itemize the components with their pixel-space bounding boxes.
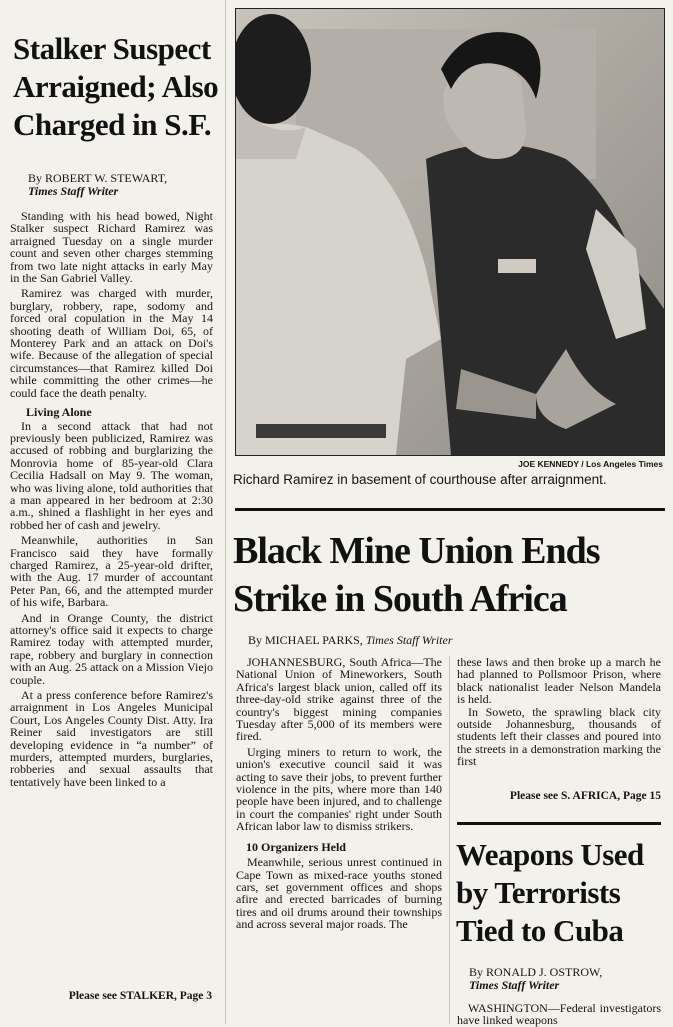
weapons-body [457, 1002, 661, 1027]
photo-credit: JOE KENNEDY / Los Angeles Times [518, 459, 663, 469]
mine-jump-line: Please see S. AFRICA, Page 15 [509, 790, 661, 802]
mine-body-col2 [457, 656, 661, 768]
mine-headline [233, 527, 673, 623]
mine-paragraph: In Soweto, the sprawling black city outside Johannesburg, thousands of students left their classes and poured into the streets in a demonstration marking the first [457, 704, 661, 769]
stalker-subhead: Living Alone [26, 405, 92, 420]
stalker-paragraph: Meanwhile, authorities in San Francisco said they have formally charged Ramirez, a 25-year-old drifter, with the Aug. 17 murder of accountant Peter Pan, 66, and the attempted murder of his wife, Barbara. [10, 533, 213, 610]
stalker-headline-line-1: Stalker Suspect [13, 31, 211, 66]
mine-byline-role: Times Staff Writer [365, 633, 453, 647]
courthouse-photo [235, 8, 665, 456]
section-rule [235, 508, 665, 511]
stalker-paragraph: And in Orange County, the district attorney's office said it expects to charge Ramirez today with attempted murder, rape, robbery and burglary in connection with an Aug. 25 attack on a Mission Viejo couple. [10, 610, 213, 687]
weapons-paragraph: WASHINGTON—Federal investigators have linked weapons [457, 1001, 661, 1027]
mine-column-divider [449, 656, 450, 1024]
mine-byline-name: By MICHAEL PARKS, [248, 633, 363, 647]
photo-illustration [236, 9, 664, 455]
stalker-jump-line: Please see STALKER, Page 3 [68, 990, 212, 1002]
weapons-byline [469, 966, 659, 992]
stalker-paragraph: At a press conference before Ramirez's arraignment in Los Angeles Municipal Court, Los Angeles County Dist. Atty. Ira Reiner said investigators are still developing evidence in “a number” of murders, attempted murders, burglaries, robberies and sexual assaults that tentatively have been linked to a [10, 688, 213, 789]
weapons-byline-role: Times Staff Writer [469, 978, 560, 992]
weapons-headline-line-2: by Terrorists [456, 875, 621, 910]
stalker-paragraph: In a second attack that had not previously been publicized, Ramirez was accused of robbing and burglarizing the Monrovia home of 85-year-old Clara Cecilia Hadsall on May 9. The woman, who was living alone, told authorities that a man appeared in her bedroom at 2:30 a.m., shined a flashlight in her eyes and robbed her of cash and jewelry. [10, 418, 213, 532]
weapons-headline [456, 836, 671, 950]
mine-subhead: 10 Organizers Held [246, 839, 346, 854]
stalker-byline-role: Times Staff Writer [28, 184, 119, 198]
mine-byline [248, 634, 648, 647]
column-divider [225, 0, 226, 1024]
mine-paragraph: JOHANNESBURG, South Africa—The National Union of Mineworkers, South Africa's largest black union, called off its three-day-old strike against three of the country's biggest mining companies Tuesday after 5,000 of its members were fired. [236, 655, 442, 744]
stalker-headline [13, 30, 228, 144]
weapons-headline-line-3: Tied to Cuba [456, 913, 624, 948]
stalker-headline-line-2: Arraigned; Also [13, 69, 219, 104]
stalker-paragraph: Standing with his head bowed, Night Stalker suspect Richard Ramirez was arraigned Tuesday on a single murder count and seven other charges stemming from two late night attacks in early May in the San Gabriel Valley. [10, 209, 213, 286]
mine-paragraph: these laws and then broke up a march he had planned to Pollsmoor Prison, where black nationalist leader Nelson Mandela is held. [457, 655, 661, 707]
photo-caption: Richard Ramirez in basement of courthouse after arraignment. [233, 472, 607, 487]
stalker-byline-name: By ROBERT W. STEWART, [28, 171, 168, 185]
stalker-paragraph: Ramirez was charged with murder, burglary, robbery, rape, sodomy and forced oral copulation in the May 14 shooting death of William Doi, 65, of Monterey Park and an attack on Doi's wife. Because of the allegation of special circumstances—that Ramirez killed Doi while committing the other crimes—he could face the death penalty. [10, 286, 213, 400]
stalker-headline-line-3: Charged in S.F. [13, 107, 212, 142]
weapons-headline-line-1: Weapons Used [456, 837, 644, 872]
weapons-rule [457, 822, 661, 825]
mine-paragraph: Urging miners to return to work, the union's executive council said it was acting to save their jobs, to prevent further violence in the pits, where more than 140 people have been injured, and to challenge in court the companies' right under South African labor law to dismiss strikers. [236, 744, 442, 834]
weapons-byline-name: By RONALD J. OSTROW, [469, 965, 603, 979]
stalker-byline [28, 172, 218, 198]
mine-body-col1 [236, 656, 442, 931]
mine-paragraph: Meanwhile, serious unrest continued in Cape Town as mixed-race youths stoned cars, set government offices and shops afire and erected barricades of burning tires and oil drums around their townships and across several major roads. The [236, 855, 442, 932]
stalker-body [10, 210, 213, 788]
mine-headline-line-2: Strike in South Africa [233, 578, 567, 620]
mine-headline-line-1: Black Mine Union Ends [233, 530, 600, 572]
